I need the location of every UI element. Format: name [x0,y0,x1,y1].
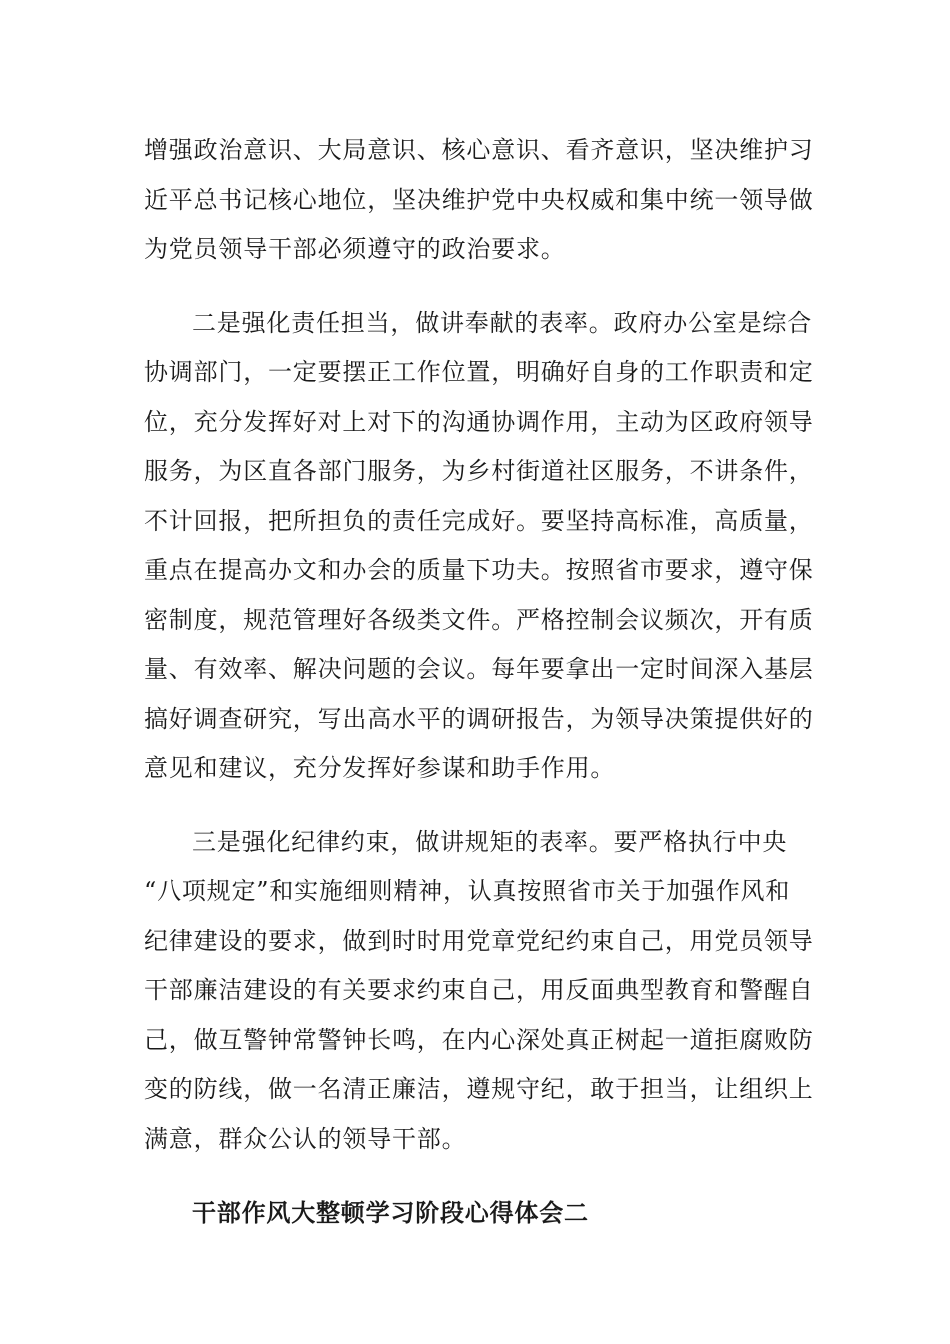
section-heading: 干部作风大整顿学习阶段心得体会二 [192,1198,589,1227]
text-line: 干部廉洁建设的有关要求约束自己，用反面典型教育和警醒自 [144,976,814,1004]
text-line: 位，充分发挥好对上对下的沟通协调作用，主动为区政府领导 [144,407,814,436]
text-line: 服务，为区直各部门服务，为乡村街道社区服务，不讲条件， [144,457,814,485]
text-line: 三是强化纪律约束，做讲规矩的表率。要严格执行中央 [192,827,788,856]
paragraph-1 [144,126,814,275]
paragraph-gap [144,1164,794,1188]
text-line: 密制度，规范管理好各级类文件。严格控制会议频次，开有质 [144,605,814,634]
text-line: 近平总书记核心地位，坚决维护党中央权威和集中统一领导做 [144,185,814,214]
text-line: 变的防线，做一名清正廉洁，遵规守纪，敢于担当，让组织上 [144,1075,814,1103]
text-line: 为党员领导干部必须遵守的政治要求。 [144,235,566,263]
text-line: 搞好调查研究，写出高水平的调研报告，为领导决策提供好的 [144,704,814,733]
paragraph-2 [144,299,814,794]
text-line: 二是强化责任担当，做讲奉献的表率。政府办公室是综合 [192,308,812,337]
text-line: 纪律建设的要求，做到时时用党章党纪约束自己，用党员领导 [144,926,814,955]
text-line: “八项规定”和实施细则精神，认真按照省市关于加强作风和 [144,877,791,905]
text-line: 量、有效率、解决问题的会议。每年要拿出一定时间深入基层 [144,655,814,683]
paragraph-gap [144,794,794,818]
text-line: 协调部门，一定要摆正工作位置，明确好自身的工作职责和定 [144,358,814,386]
document-page [144,126,814,1238]
text-line: 不计回报，把所担负的责任完成好。要坚持高标准，高质量， [144,506,814,535]
text-line: 满意，群众公认的领导干部。 [144,1124,467,1153]
text-line: 增强政治意识、大局意识、核心意识、看齐意识，坚决维护习 [144,136,814,164]
paragraph-gap [144,275,794,299]
text-line: 意见和建议，充分发挥好参谋和助手作用。 [144,754,616,782]
paragraph-3 [144,818,814,1165]
text-line: 重点在提高办文和办会的质量下功夫。按照省市要求，遵守保 [144,556,814,584]
text-line: 己，做互警钟常警钟长鸣，在内心深处真正树起一道拒腐败防 [144,1025,814,1054]
